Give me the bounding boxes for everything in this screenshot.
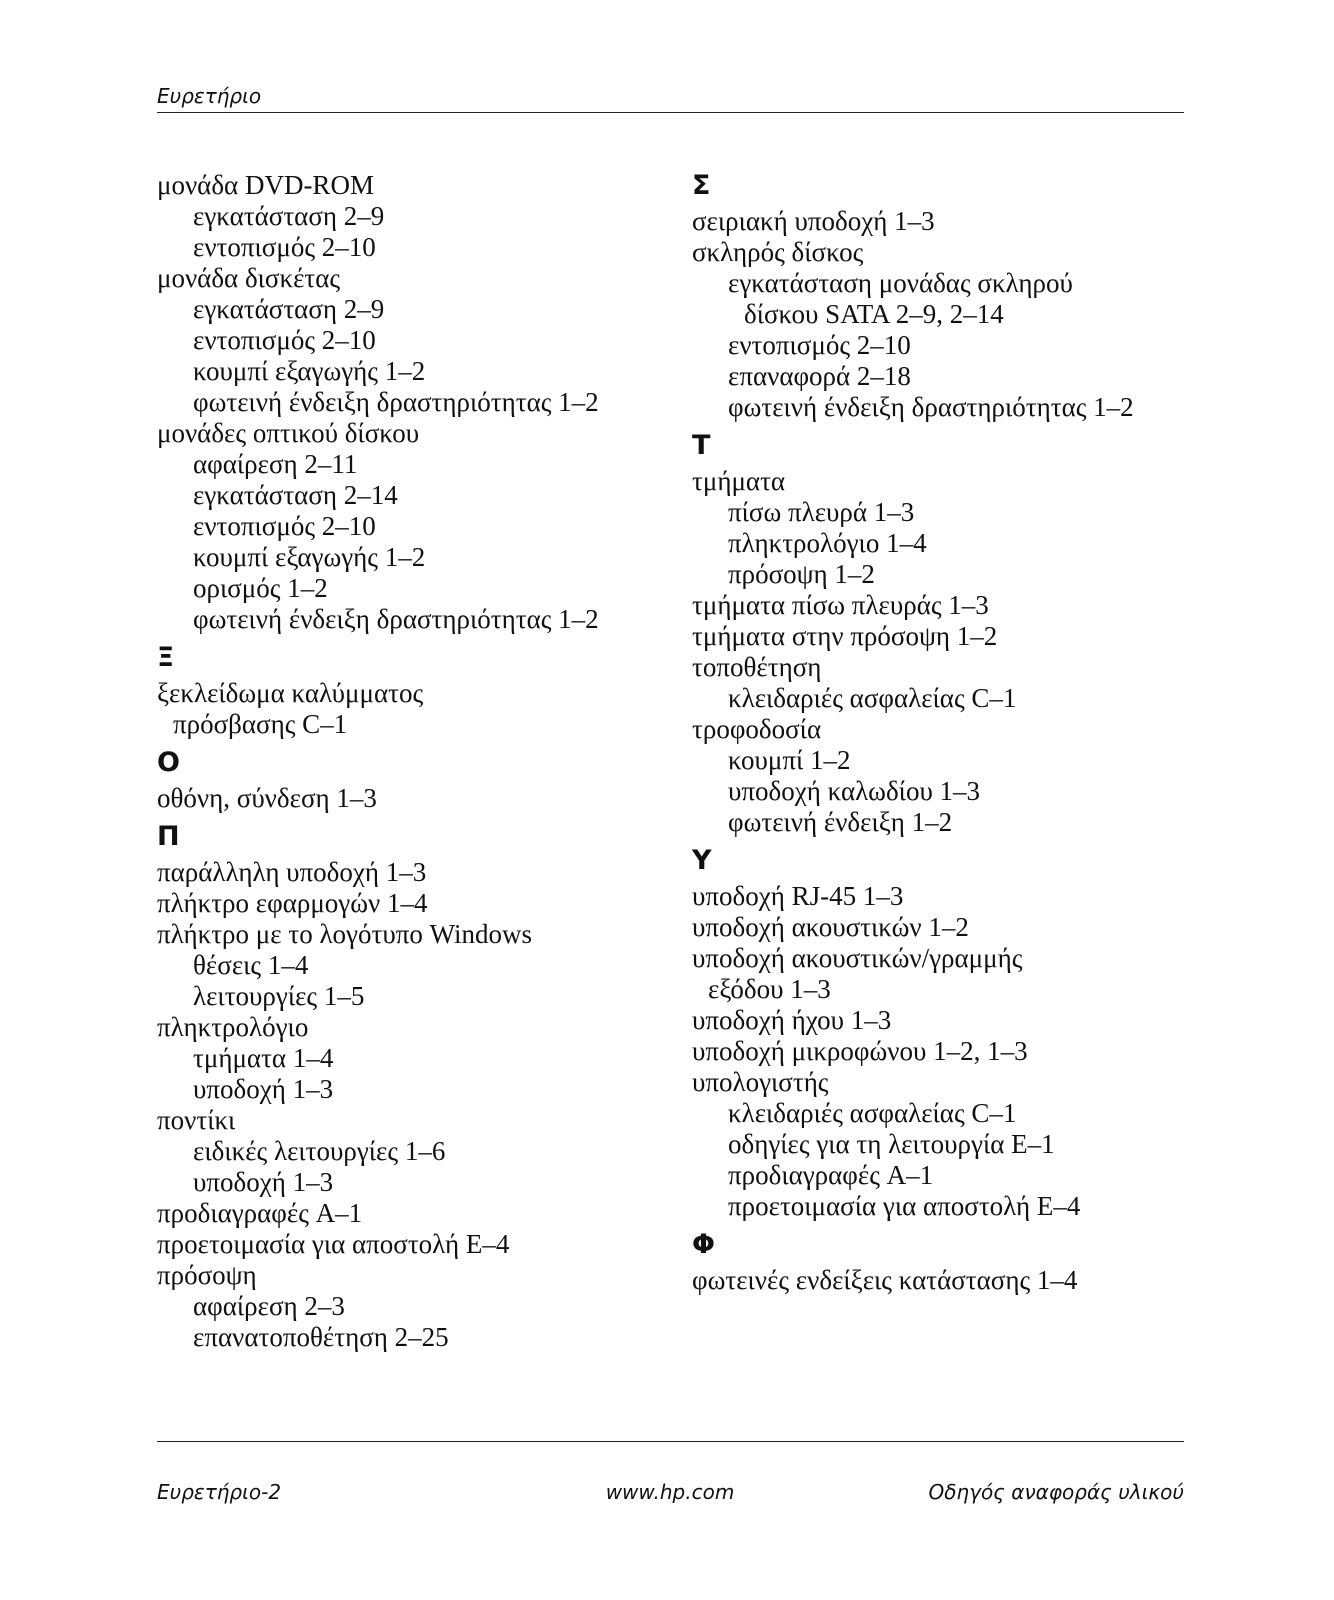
index-subentry: υποδοχή καλωδίου 1–3 (728, 776, 981, 806)
index-subentry: επαναφορά 2–18 (728, 361, 911, 391)
index-entry: προδιαγραφές A–1 (157, 1198, 363, 1228)
index-subentry: εγκατάσταση 2–9 (193, 201, 385, 231)
section-letter: Τ (692, 430, 711, 461)
index-subentry: κουμπί εξαγωγής 1–2 (193, 356, 426, 386)
index-entry: υποδοχή RJ-45 1–3 (692, 881, 904, 911)
index-entry: παράλληλη υποδοχή 1–3 (157, 857, 427, 887)
index-entry: υπολογιστής (692, 1067, 829, 1097)
index-subentry: κλειδαριές ασφαλείας C–1 (728, 1098, 1017, 1128)
index-entry: υποδοχή ήχου 1–3 (692, 1005, 892, 1035)
footer-page-number: Ευρετήριο-2 (157, 1480, 282, 1504)
index-subentry: θέσεις 1–4 (193, 950, 309, 980)
index-entry: ξεκλείδωμα καλύμματος (157, 678, 424, 708)
footer-document-title: Οδηγός αναφοράς υλικού (928, 1480, 1184, 1504)
index-subentry: προετοιμασία για αποστολή E–4 (728, 1191, 1081, 1221)
index-subentry: κλειδαριές ασφαλείας C–1 (728, 683, 1017, 713)
index-entry: πρόσοψη (157, 1260, 257, 1290)
index-subentry: κουμπί εξαγωγής 1–2 (193, 542, 426, 572)
section-letter: Φ (692, 1229, 715, 1260)
index-entry: τοποθέτηση (692, 652, 822, 682)
index-subentry: λειτουργίες 1–5 (193, 981, 365, 1011)
index-entry: μονάδα δισκέτας (157, 263, 341, 293)
index-entry: τροφοδοσία (692, 714, 822, 744)
index-subentry: φωτεινή ένδειξη δραστηριότητας 1–2 (193, 387, 599, 417)
section-letter: Ο (157, 747, 180, 778)
index-subentry: ειδικές λειτουργίες 1–6 (193, 1136, 446, 1166)
index-subentry: πίσω πλευρά 1–3 (728, 497, 915, 527)
index-entry: μονάδες οπτικού δίσκου (157, 418, 420, 448)
index-subentry: εντοπισμός 2–10 (193, 325, 376, 355)
index-entry: σειριακή υποδοχή 1–3 (692, 206, 935, 236)
index-subentry: εγκατάσταση μονάδας σκληρού (728, 268, 1073, 298)
index-column-right (692, 170, 1192, 1296)
index-subentry: εγκατάσταση 2–9 (193, 294, 385, 324)
section-letter: Π (157, 821, 180, 852)
footer-rule (157, 1441, 1184, 1442)
footer-website: www.hp.com (605, 1480, 735, 1504)
index-entry: τμήματα πίσω πλευράς 1–3 (692, 590, 989, 620)
index-subentry: δίσκου SATA 2–9, 2–14 (744, 299, 1004, 329)
index-entry: σκληρός δίσκος (692, 237, 864, 267)
index-subentry: ορισμός 1–2 (193, 573, 328, 603)
section-letter: Υ (692, 845, 712, 876)
index-subentry: φωτεινή ένδειξη δραστηριότητας 1–2 (728, 392, 1134, 422)
index-subentry: οδηγίες για τη λειτουργία E–1 (728, 1129, 1055, 1159)
section-letter: Ξ (157, 642, 175, 673)
index-subentry: υποδοχή 1–3 (193, 1167, 334, 1197)
index-subentry: αφαίρεση 2–3 (193, 1291, 345, 1321)
index-subentry: εξόδου 1–3 (708, 974, 831, 1004)
index-subentry: αφαίρεση 2–11 (193, 449, 358, 479)
index-entry: οθόνη, σύνδεση 1–3 (157, 783, 377, 813)
index-entry: φωτεινές ενδείξεις κατάστασης 1–4 (692, 1265, 1078, 1295)
index-subentry: εντοπισμός 2–10 (728, 330, 911, 360)
index-entry: πλήκτρο εφαρμογών 1–4 (157, 888, 428, 918)
index-subentry: κουμπί 1–2 (728, 745, 851, 775)
index-entry: μονάδα DVD-ROM (157, 170, 374, 200)
index-subentry: επανατοποθέτηση 2–25 (193, 1322, 449, 1352)
running-header: Ευρετήριο (157, 84, 262, 108)
header-rule (157, 112, 1184, 113)
index-column-left (157, 170, 647, 1353)
index-subentry: πληκτρολόγιο 1–4 (728, 528, 927, 558)
index-entry: τμήματα (692, 466, 786, 496)
index-entry: υποδοχή μικροφώνου 1–2, 1–3 (692, 1036, 1028, 1066)
index-entry: τμήματα στην πρόσοψη 1–2 (692, 621, 998, 651)
index-subentry: υποδοχή 1–3 (193, 1074, 334, 1104)
index-entry: υποδοχή ακουστικών 1–2 (692, 912, 969, 942)
index-subentry: προδιαγραφές A–1 (728, 1160, 934, 1190)
index-subentry: φωτεινή ένδειξη δραστηριότητας 1–2 (193, 604, 599, 634)
index-subentry: πρόσοψη 1–2 (728, 559, 875, 589)
index-entry: ποντίκι (157, 1105, 236, 1135)
index-subentry: τμήματα 1–4 (193, 1043, 334, 1073)
index-subentry: πρόσβασης C–1 (173, 709, 348, 739)
index-subentry: εντοπισμός 2–10 (193, 232, 376, 262)
index-entry: πληκτρολόγιο (157, 1012, 309, 1042)
section-letter: Σ (692, 170, 711, 201)
index-entry: προετοιμασία για αποστολή E–4 (157, 1229, 510, 1259)
index-entry: πλήκτρο με το λογότυπο Windows (157, 919, 532, 949)
index-entry: υποδοχή ακουστικών/γραμμής (692, 943, 1023, 973)
index-subentry: φωτεινή ένδειξη 1–2 (728, 807, 953, 837)
index-subentry: εγκατάσταση 2–14 (193, 480, 398, 510)
index-subentry: εντοπισμός 2–10 (193, 511, 376, 541)
